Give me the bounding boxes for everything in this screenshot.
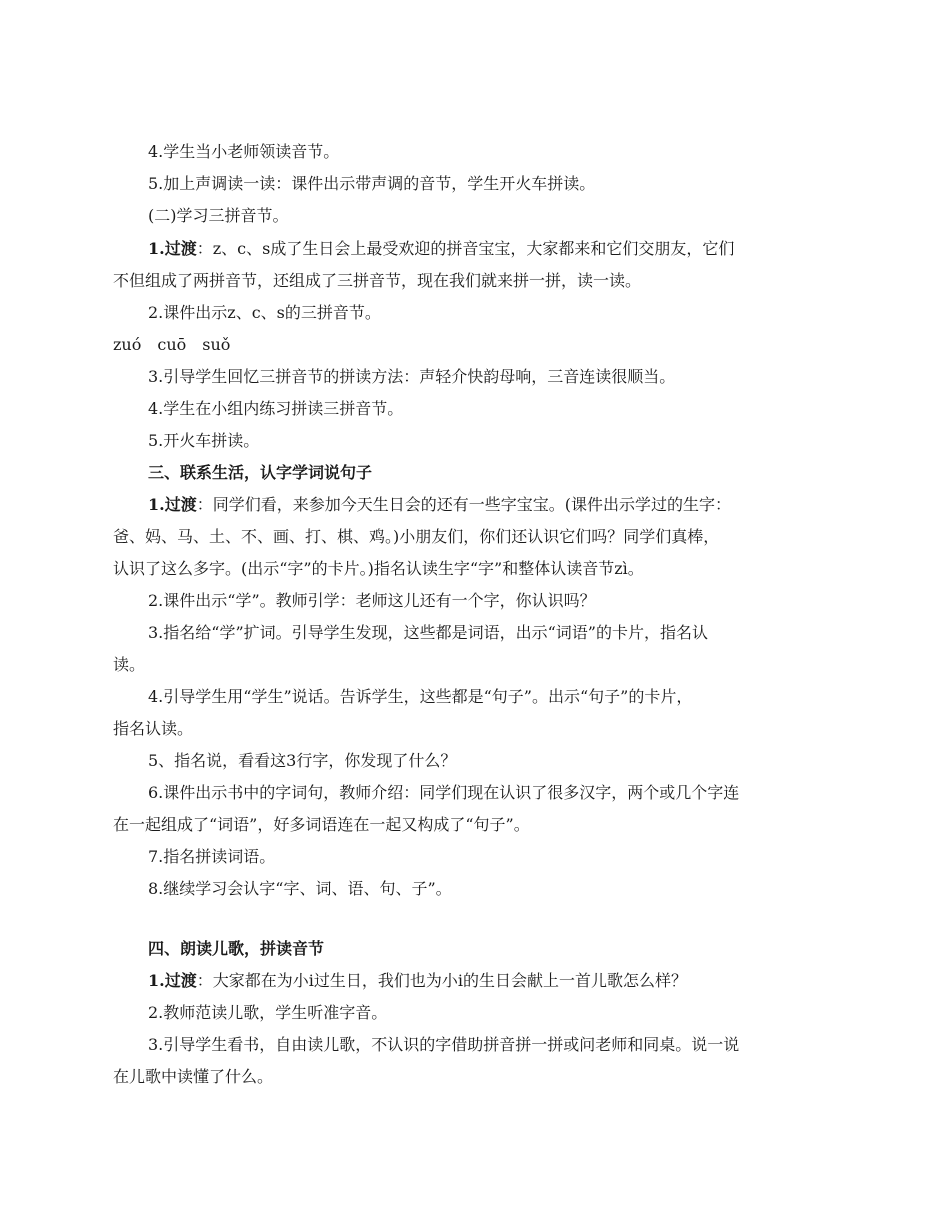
lead-term: 1.过渡 <box>148 239 197 258</box>
paragraph-14: 7.指名拼读词语。 <box>148 847 276 866</box>
paragraph-17: 2.教师范读儿歌，学生听准字音。 <box>148 1003 388 1022</box>
paragraph-text: ：同学们看，来参加今天生日会的还有一些字宝宝。(课件出示学过的生字： <box>196 495 731 514</box>
paragraph-3-line-2: 不但组成了两拼音节，还组成了三拼音节，现在我们就来拼一拼，读一读。 <box>113 271 642 290</box>
paragraph-16 <box>148 965 843 997</box>
paragraph-18-line-2: 在儿歌中读懂了什么。 <box>113 1067 274 1086</box>
subheading-2: (二)学习三拼音节。 <box>148 206 289 225</box>
paragraph-8-line-3: 认识了这么多字。(出示“字”的卡片。)指名认读生字“字”和整体认读音节zì。 <box>113 559 644 578</box>
paragraph-10-line-1: 3.指名给“学”扩词。引导学生发现，这些都是词语，出示“词语”的卡片，指名认 <box>148 623 708 642</box>
paragraph-text: ：z、c、s成了生日会上最受欢迎的拼音宝宝，大家都来和它们交朋友，它们 <box>196 239 735 258</box>
paragraph-13-line-2: 在一起组成了“词语”，好多词语连在一起又构成了“句子”。 <box>113 815 530 834</box>
paragraph-11-line-1: 4.引导学生用“学生”说话。告诉学生，这些都是“句子”。出示“句子”的卡片， <box>148 687 693 706</box>
lead-term: 1.过渡 <box>148 971 197 990</box>
paragraph-13-line-1: 6.课件出示书中的字词句，教师介绍：同学们现在认识了很多汉字，两个或几个字连 <box>148 783 740 802</box>
paragraph-3-line-1 <box>148 233 843 265</box>
paragraph-5: 3.引导学生回忆三拼音节的拼读方法：声轻介快韵母响，三音连读很顺当。 <box>148 367 676 386</box>
section-heading-4: 四、朗读儿歌，拼读音节 <box>148 939 325 958</box>
paragraph-text: ：大家都在为小i过生日，我们也为小i的生日会献上一首儿歌怎么样？ <box>196 971 687 990</box>
paragraph-8-line-2: 爸、妈、马、土、不、画、打、棋、鸡。)小朋友们，你们还认识它们吗？同学们真棒， <box>113 527 720 546</box>
paragraph-15: 8.继续学习会认字“字、词、语、句、子”。 <box>148 879 452 898</box>
paragraph-10-line-2: 读。 <box>113 655 146 674</box>
section-heading-3: 三、联系生活，认字学词说句子 <box>148 463 373 482</box>
paragraph-7: 5.开火车拼读。 <box>148 431 260 450</box>
lead-term: 1.过渡 <box>148 495 197 514</box>
paragraph-4: 2.课件出示z、c、s的三拼音节。 <box>148 303 381 322</box>
pinyin-syllables: zuó cuō suǒ <box>113 335 231 354</box>
paragraph-9: 2.课件出示“学”。教师引学：老师这儿还有一个字，你认识吗？ <box>148 591 596 610</box>
paragraph-6: 4.学生在小组内练习拼读三拼音节。 <box>148 399 404 418</box>
paragraph-1: 4.学生当小老师领读音节。 <box>148 142 340 161</box>
paragraph-2: 5.加上声调读一读：课件出示带声调的音节，学生开火车拼读。 <box>148 174 596 193</box>
paragraph-8-line-1 <box>148 489 843 521</box>
paragraph-12: 5、指名说，看看这3行字，你发现了什么？ <box>148 751 457 770</box>
paragraph-18-line-1: 3.引导学生看书，自由读儿歌，不认识的字借助拼音拼一拼或问老师和同桌。说一说 <box>148 1035 740 1054</box>
paragraph-11-line-2: 指名认读。 <box>113 719 194 738</box>
